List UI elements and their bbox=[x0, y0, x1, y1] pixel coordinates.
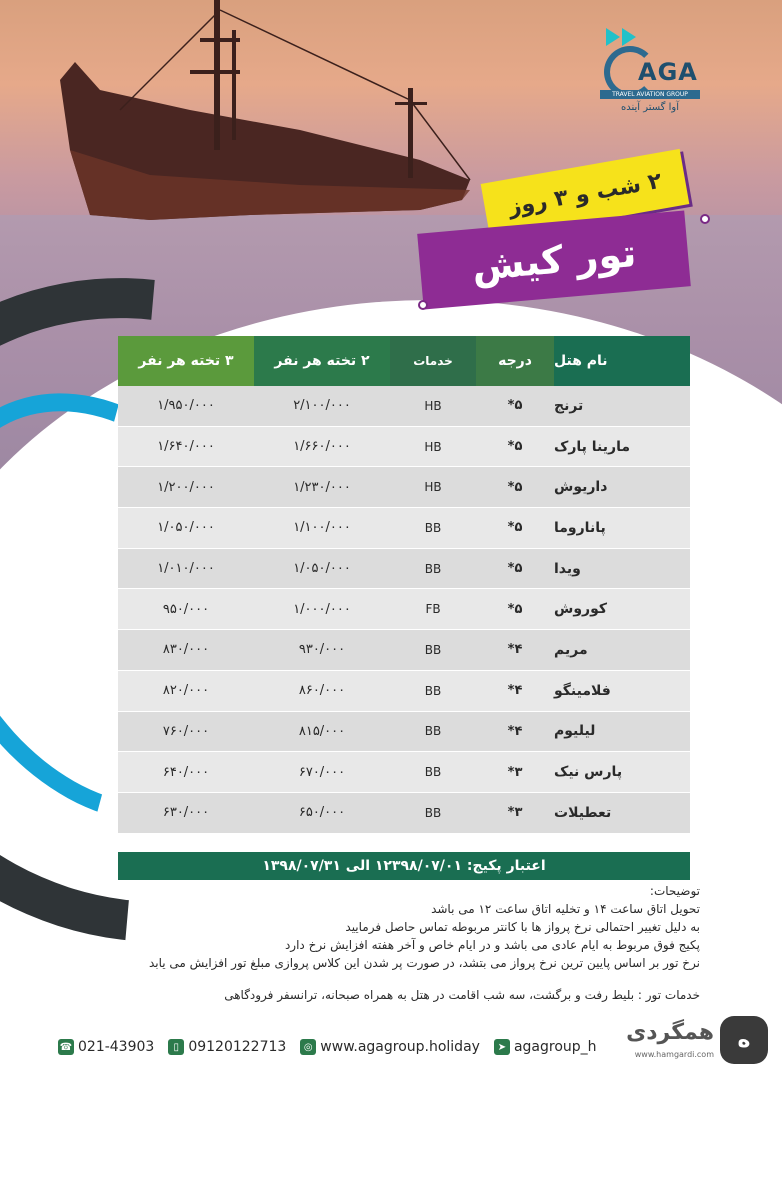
double-price: ۱/۶۶۰/۰۰۰ bbox=[293, 439, 351, 455]
hotel-name: ویدا bbox=[554, 560, 581, 577]
hotel-name: کوروش bbox=[554, 601, 607, 618]
header-hotel-name: نام هتل bbox=[554, 336, 690, 386]
service-type: BB bbox=[424, 683, 442, 698]
contact-footer bbox=[58, 1036, 611, 1058]
table-body bbox=[118, 386, 690, 834]
note-line: به دلیل تغییر احتمالی نرخ پرواز ها با کانتر مربوطه تماس حاصل فرمایید bbox=[345, 920, 700, 934]
logo-text: AGA bbox=[638, 58, 698, 86]
triple-price: ۱/۰۱۰/۰۰۰ bbox=[157, 561, 215, 577]
double-price: ۸۱۵/۰۰۰ bbox=[298, 723, 346, 739]
hotel-grade: ۵* bbox=[507, 479, 523, 495]
note-line: تحویل اتاق ساعت ۱۴ و تخلیه اتاق ساعت ۱۲ می باشد bbox=[431, 902, 700, 916]
decor-dot bbox=[700, 214, 710, 224]
service-type: BB bbox=[424, 520, 442, 535]
service-type: FB bbox=[425, 602, 441, 617]
triple-price: ۶۳۰/۰۰۰ bbox=[162, 805, 210, 821]
tour-services: خدمات تور : بلیط رفت و برگشت، سه شب اقامت در هتل به همراه صبحانه، ترانسفر فرودگاهی bbox=[224, 988, 700, 1002]
hotel-grade: ۳* bbox=[507, 764, 523, 780]
notes-title: توضیحات: bbox=[649, 884, 700, 898]
mobile-contact[interactable] bbox=[168, 1039, 286, 1055]
double-price: ۱/۲۳۰/۰۰۰ bbox=[293, 479, 351, 495]
double-price: ۲/۱۰۰/۰۰۰ bbox=[293, 398, 351, 414]
hotel-name: ترنج bbox=[554, 397, 584, 414]
triple-price: ۸۲۰/۰۰۰ bbox=[162, 683, 210, 699]
header-services: خدمات bbox=[390, 336, 476, 386]
table-row bbox=[118, 508, 690, 549]
logo-arrow-icon bbox=[622, 28, 636, 46]
service-type: HB bbox=[424, 398, 442, 413]
note-line: نرخ تور بر اساس پایین ترین نرخ پرواز می بتشد، در صورت پر شدن این کلاس پروازی مبلغ تور افزایش می یابد bbox=[148, 956, 700, 970]
tour-title: تور کیش bbox=[470, 230, 638, 290]
table-row bbox=[118, 427, 690, 468]
hotel-grade: ۵* bbox=[507, 398, 523, 414]
telegram-id: agagroup_h bbox=[513, 1039, 597, 1055]
hotel-name: پاناروما bbox=[554, 519, 606, 536]
triple-price: ۹۵۰/۰۰۰ bbox=[162, 601, 210, 617]
hotel-grade: ۵* bbox=[507, 601, 523, 617]
table-row bbox=[118, 386, 690, 427]
telegram-icon: ➤ bbox=[494, 1039, 510, 1055]
watermark-text: همگردی bbox=[626, 1020, 714, 1045]
phone-number: 021-43903 bbox=[78, 1039, 155, 1055]
hotel-name: داریوش bbox=[554, 479, 608, 496]
mobile-number: 09120122713 bbox=[188, 1039, 287, 1055]
watermark-url: www.hamgardi.com bbox=[634, 1050, 714, 1059]
double-price: ۱/۰۰۰/۰۰۰ bbox=[293, 601, 351, 617]
hotel-grade: ۵* bbox=[507, 439, 523, 455]
logo-arrow-icon bbox=[606, 28, 620, 46]
duration-text: ۲ شب و ۳ روز bbox=[506, 168, 664, 220]
globe-icon: ◎ bbox=[300, 1039, 316, 1055]
service-type: BB bbox=[424, 561, 442, 576]
hotel-grade: ۴* bbox=[507, 642, 523, 658]
service-type: BB bbox=[424, 724, 442, 739]
hotel-name: تعطیلات bbox=[554, 804, 612, 821]
logo-persian-name: آوا گستر آینده bbox=[620, 102, 680, 113]
note-line: پکیج فوق مربوط به ایام عادی می باشد و در ایام خاص و آخر هفته افزایش نرخ دارد bbox=[284, 938, 700, 952]
service-type: BB bbox=[424, 805, 442, 820]
hamgardi-watermark bbox=[618, 1010, 768, 1072]
table-row bbox=[118, 671, 690, 712]
hotel-grade: ۳* bbox=[507, 805, 523, 821]
triple-price: ۸۳۰/۰۰۰ bbox=[162, 642, 210, 658]
phone-icon: ☎ bbox=[58, 1039, 74, 1055]
hotel-name: فلامینگو bbox=[554, 682, 611, 699]
phone-contact[interactable] bbox=[58, 1039, 154, 1055]
triple-price: ۷۶۰/۰۰۰ bbox=[162, 723, 210, 739]
hotel-grade: ۵* bbox=[507, 561, 523, 577]
package-validity: اعتبار پکیج: ۱۲۳۹۸/۰۷/۰۱ الی ۱۳۹۸/۰۷/۳۱ bbox=[118, 852, 690, 880]
hotel-name: پارس نیک bbox=[554, 764, 623, 781]
table-row bbox=[118, 589, 690, 630]
double-price: ۱/۱۰۰/۰۰۰ bbox=[293, 520, 351, 536]
table-row bbox=[118, 467, 690, 508]
hotel-price-table bbox=[118, 336, 690, 834]
triple-price: ۱/۲۰۰/۰۰۰ bbox=[157, 479, 215, 495]
table-row bbox=[118, 752, 690, 793]
header-double: ۲ تخته هر نفر bbox=[254, 336, 390, 386]
hotel-grade: ۴* bbox=[507, 683, 523, 699]
triple-price: ۱/۶۴۰/۰۰۰ bbox=[157, 439, 215, 455]
hamgardi-logo-icon: ه bbox=[720, 1016, 768, 1064]
double-price: ۶۷۰/۰۰۰ bbox=[298, 764, 346, 780]
table-header-row bbox=[118, 336, 690, 386]
telegram-contact[interactable] bbox=[494, 1039, 597, 1055]
header-grade: درجه bbox=[476, 336, 554, 386]
logo-subtitle: TRAVEL AVIATION GROUP bbox=[600, 90, 700, 99]
hotel-name: مارینا پارک bbox=[554, 438, 630, 455]
table-row bbox=[118, 549, 690, 590]
hotel-grade: ۴* bbox=[507, 723, 523, 739]
triple-price: ۱/۰۵۰/۰۰۰ bbox=[157, 520, 215, 536]
website-contact[interactable] bbox=[300, 1039, 480, 1055]
service-type: BB bbox=[424, 765, 442, 780]
hotel-name: لیلیوم bbox=[554, 723, 596, 740]
table-row bbox=[118, 630, 690, 671]
triple-price: ۱/۹۵۰/۰۰۰ bbox=[157, 398, 215, 414]
double-price: ۱/۰۵۰/۰۰۰ bbox=[293, 561, 351, 577]
decor-dot bbox=[418, 300, 428, 310]
header-triple: ۳ تخته هر نفر bbox=[118, 336, 254, 386]
service-type: HB bbox=[424, 480, 442, 495]
website-url: www.agagroup.holiday bbox=[320, 1039, 480, 1055]
table-row bbox=[118, 712, 690, 753]
mobile-icon: ▯ bbox=[168, 1039, 184, 1055]
double-price: ۶۵۰/۰۰۰ bbox=[298, 805, 346, 821]
notes-section bbox=[110, 882, 700, 972]
hotel-name: مریم bbox=[554, 641, 588, 658]
table-row bbox=[118, 793, 690, 834]
double-price: ۹۳۰/۰۰۰ bbox=[298, 642, 346, 658]
triple-price: ۶۴۰/۰۰۰ bbox=[162, 764, 210, 780]
hotel-grade: ۵* bbox=[507, 520, 523, 536]
double-price: ۸۶۰/۰۰۰ bbox=[298, 683, 346, 699]
aga-logo bbox=[600, 28, 700, 128]
service-type: BB bbox=[424, 642, 442, 657]
service-type: HB bbox=[424, 439, 442, 454]
